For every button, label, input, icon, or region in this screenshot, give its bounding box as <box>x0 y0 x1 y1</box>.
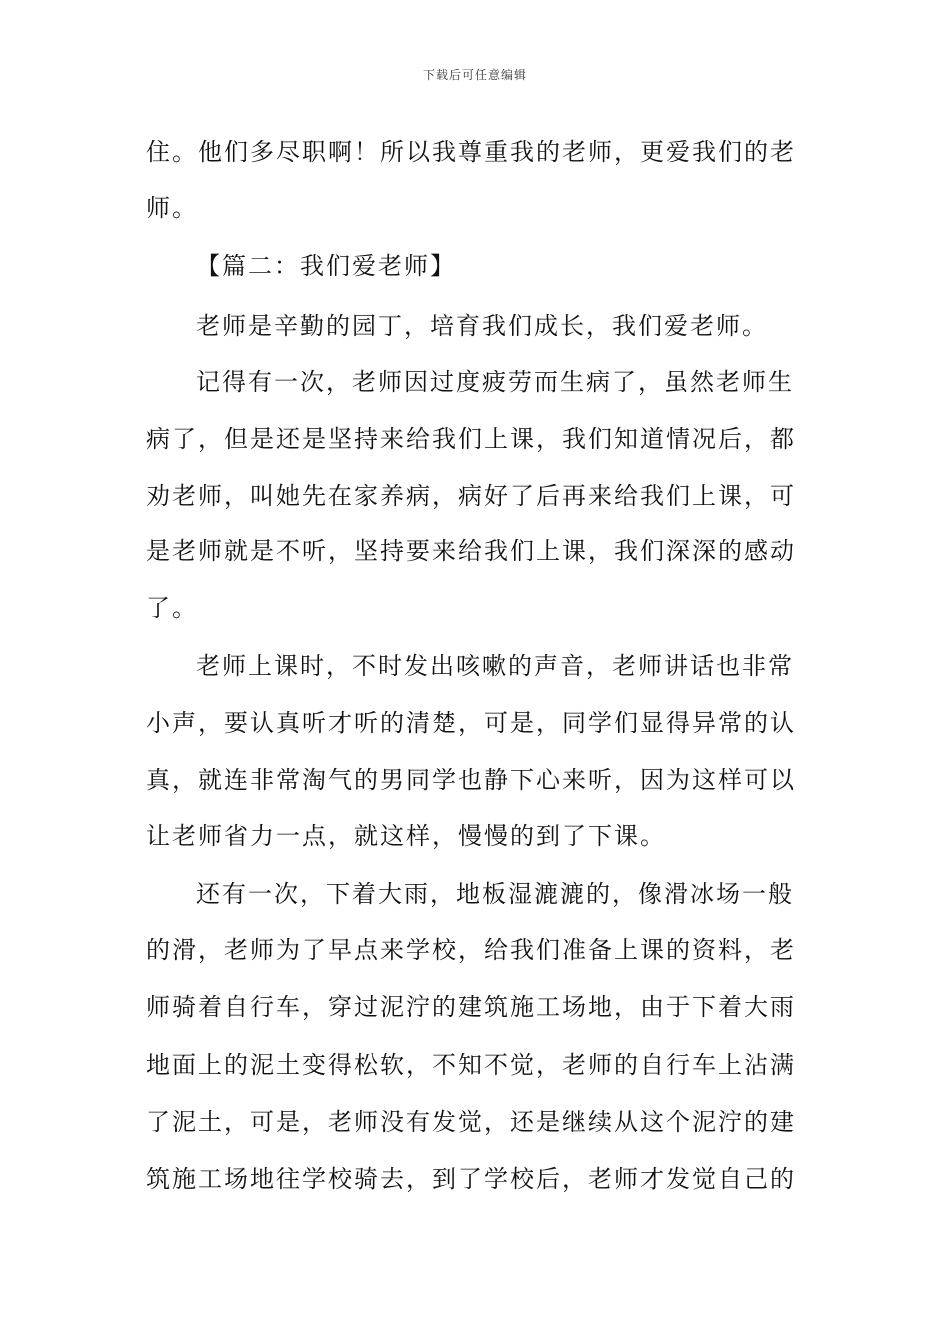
text-line: 老师是辛勤的园丁，培育我们成长，我们爱老师。 <box>196 312 768 340</box>
text-line: 小声，要认真听才听的清楚，可是，同学们显得异常的认 <box>146 709 796 737</box>
text-line: 的滑，老师为了早点来学校，给我们准备上课的资料，老 <box>146 936 796 964</box>
text-line: 师。 <box>146 194 198 222</box>
text-line: 住。他们多尽职啊！所以我尊重我的老师，更爱我们的老 <box>146 138 796 166</box>
text-line: 记得有一次，老师因过度疲劳而生病了，虽然老师生 <box>196 368 794 396</box>
page-header: 下载后可任意编辑 <box>422 68 527 82</box>
text-line: 了。 <box>146 594 198 622</box>
text-line: 病了，但是还是坚持来给我们上课，我们知道情况后，都 <box>146 425 796 453</box>
text-line: 筑施工场地往学校骑去，到了学校后，老师才发觉自己的 <box>146 1165 796 1193</box>
text-line: 地面上的泥土变得松软，不知不觉，老师的自行车上沾满 <box>146 1051 796 1079</box>
text-line: 真，就连非常淘气的男同学也静下心来听，因为这样可以 <box>146 766 796 794</box>
text-line: 劝老师，叫她先在家养病，病好了后再来给我们上课，可 <box>146 482 796 510</box>
section-heading: 【篇二：我们爱老师】 <box>196 252 456 280</box>
text-line: 还有一次，下着大雨，地板湿漉漉的，像滑冰场一般 <box>196 880 794 908</box>
text-line: 了泥土，可是，老师没有发觉，还是继续从这个泥泞的建 <box>146 1108 796 1136</box>
text-line: 让老师省力一点，就这样，慢慢的到了下课。 <box>146 822 666 850</box>
text-line: 师骑着自行车，穿过泥泞的建筑施工场地，由于下着大雨 <box>146 993 796 1021</box>
text-line: 是老师就是不听，坚持要来给我们上课，我们深深的感动 <box>146 537 796 565</box>
text-line: 老师上课时，不时发出咳嗽的声音，老师讲话也非常 <box>196 652 794 680</box>
